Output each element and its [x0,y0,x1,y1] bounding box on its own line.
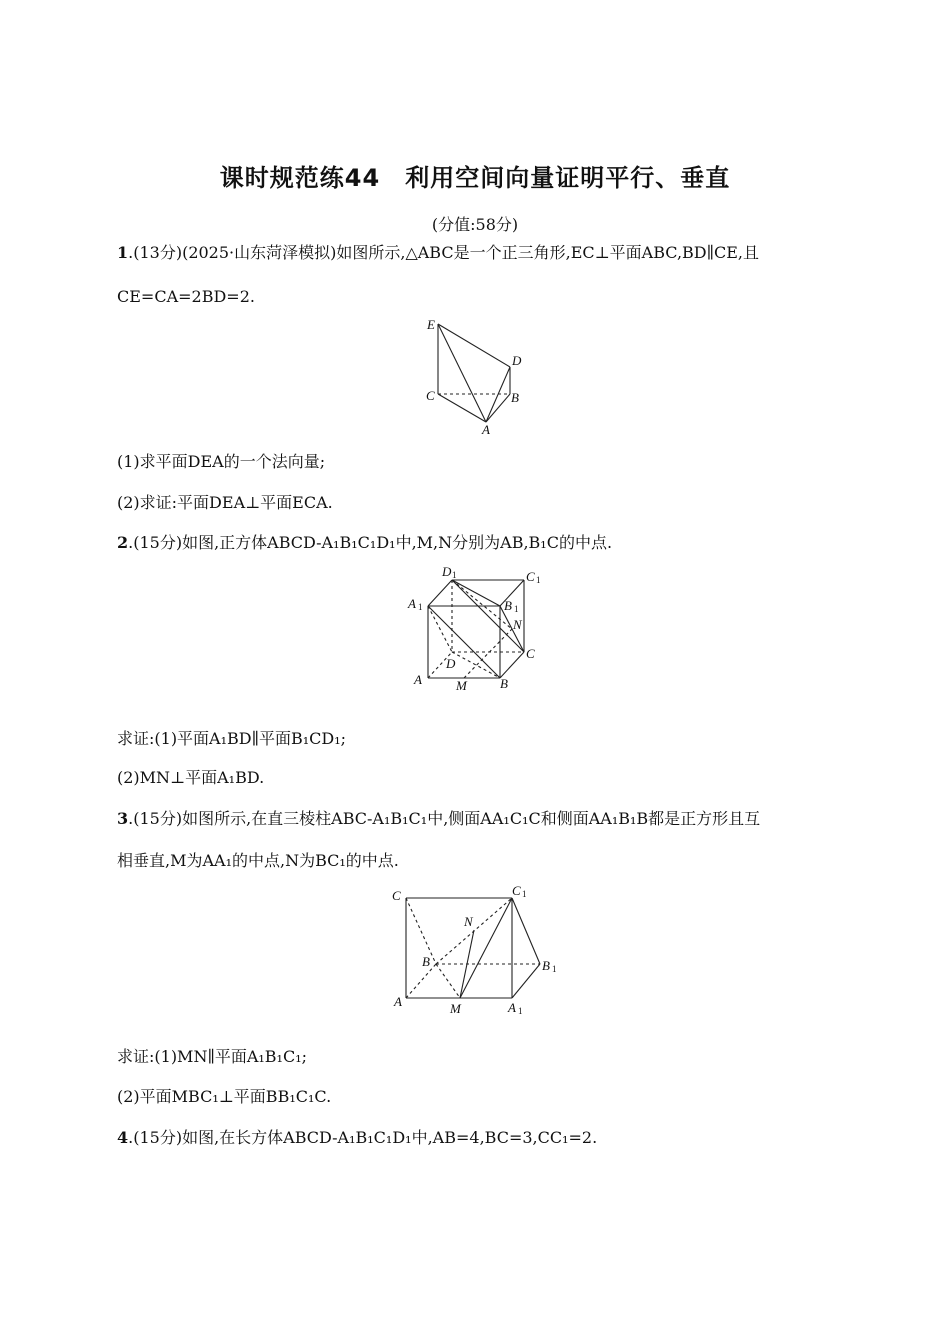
label-D: D [512,353,522,368]
svg-text:1: 1 [552,964,557,974]
segment-CB-hidden [406,898,436,964]
problem-2-line-1 [117,532,837,554]
problem-3-text: .(15分)如图所示,在直三棱柱ABC-A₁B₁C₁中,侧面AA₁C₁C和侧面AA₁B₁B都是正方形且互 [128,809,761,828]
figure-2 [404,562,554,698]
label-B: B [422,954,430,969]
label-B1: B [542,958,550,973]
problem-1-question-1: (1)求平面DEA的一个法向量; [117,452,326,471]
problem-2-text: .(15分)如图,正方体ABCD-A₁B₁C₁D₁中,M,N分别为AB,B₁C的中点. [128,533,613,552]
edge-D1B1 [452,580,500,606]
label-E: E [427,317,435,332]
svg-text:1: 1 [514,604,519,614]
figure-1 [418,312,538,444]
label-A: A [414,672,422,687]
label-C: C [526,646,535,661]
page-title: 课时规范练44 利用空间向量证明平行、垂直 [219,164,731,192]
label-A1: A [408,596,416,611]
problem-1-line-1 [117,242,837,264]
segment-D1N-hidden [452,580,512,629]
label-B1: B [504,598,512,613]
label-C1: C [526,569,535,584]
segment-BC1-hidden [436,898,512,964]
problem-2-question-1: 求证:(1)平面A₁BD∥平面B₁CD₁; [117,729,347,748]
label-M: M [456,678,467,693]
problem-3-line-1 [117,808,837,830]
edge-DB-hidden [452,652,500,678]
label-D: D [446,656,456,671]
problem-3-question-2: (2)平面MBC₁⊥平面BB₁C₁C. [117,1087,332,1106]
problem-1-question-2: (2)求证:平面DEA⊥平面ECA. [117,493,333,512]
svg-text:1: 1 [522,889,527,899]
label-B: B [511,390,519,405]
edge-A1D-hidden [428,606,452,652]
edge-BA [486,394,510,422]
problem-2-number: 2 [117,533,129,552]
problem-4-line-1 [117,1127,837,1149]
label-C: C [392,888,401,903]
edge-C1B1 [512,898,540,964]
label-C: C [426,388,435,403]
problem-3-question-1: 求证:(1)MN∥平面A₁B₁C₁; [117,1047,308,1066]
problem-3-line-2: 相垂直,M为AA₁的中点,N为BC₁的中点. [117,851,399,870]
problem-2-question-2: (2)MN⊥平面A₁BD. [117,768,265,787]
label-N: N [464,914,473,929]
segment-MN-hidden [464,629,512,678]
svg-text:1: 1 [418,602,423,612]
label-C1: C [512,883,521,898]
edge-AB-hidden [406,964,436,998]
label-M: M [450,1001,461,1016]
label-N: N [513,617,522,632]
label-A: A [394,994,402,1009]
problem-3-number: 3 [117,809,129,828]
segment-MC1 [460,898,512,998]
label-B: B [500,676,508,691]
figure-3 [390,880,570,1024]
edge-A1D1 [428,580,452,606]
problem-1-text: .(13分)(2025·山东菏泽模拟)如图所示,△ABC是一个正三角形,EC⊥平面ABC,BD∥CE,且 [128,243,760,262]
score-note: (分值:58分) [431,215,519,234]
svg-text:1: 1 [536,575,541,585]
problem-4-number: 4 [117,1128,129,1147]
problem-4-text: .(15分)如图,在长方体ABCD-A₁B₁C₁D₁中,AB=4,BC=3,CC₁=2. [128,1128,598,1147]
edge-A1B1 [512,964,540,998]
label-A: A [482,422,490,437]
problem-1-line-2: CE=CA=2BD=2. [117,287,255,306]
edge-BC [500,652,524,678]
segment-BM-hidden [436,964,460,998]
svg-text:1: 1 [518,1006,523,1016]
problem-1-number: 1 [117,243,129,262]
svg-text:1: 1 [452,570,457,580]
label-A1: A [508,1000,516,1015]
label-D1: D [442,564,452,579]
